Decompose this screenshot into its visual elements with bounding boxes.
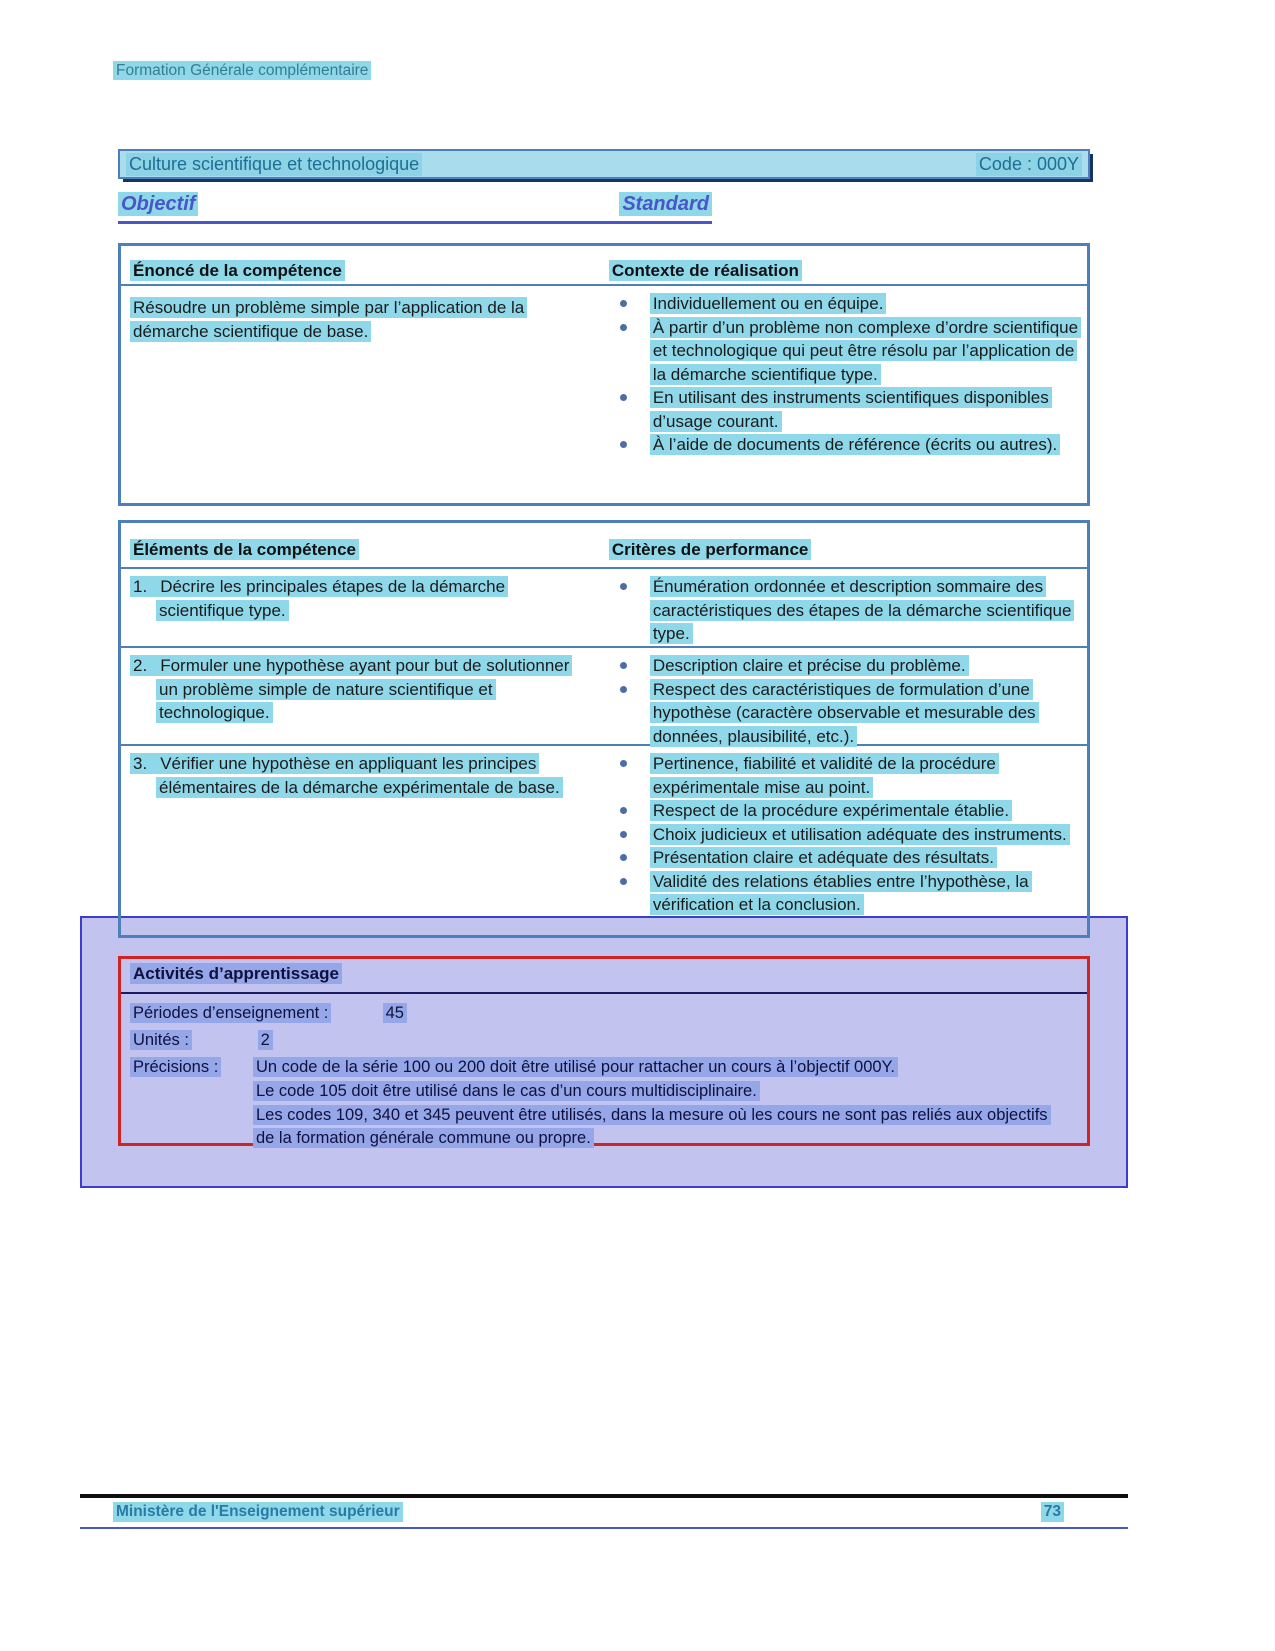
context-list-item xyxy=(609,316,1079,387)
element-number: 1. xyxy=(133,577,148,596)
units-value: 2 xyxy=(258,1030,273,1050)
objectif-heading: Objectif xyxy=(118,193,198,216)
units-label: Unités : xyxy=(130,1030,192,1050)
context-bullet-text: En utilisant des instruments scientifiques disponibles d’usage courant. xyxy=(650,386,1079,433)
criteria-text: Présentation claire et adéquate des résultats. xyxy=(650,846,1079,870)
column-header-elements: Éléments de la compétence xyxy=(130,539,359,560)
bullet-icon xyxy=(609,846,650,861)
periods-value: 45 xyxy=(383,1003,407,1023)
criteria-text: Validité des relations établies entre l’hypothèse, la vérification et la conclusion. xyxy=(650,870,1079,917)
periods-label: Périodes d’enseignement : xyxy=(130,1003,331,1023)
page-footer xyxy=(80,1500,1128,1529)
standard-heading: Standard xyxy=(619,193,712,216)
periods-row xyxy=(130,1002,1078,1025)
element-text: Formuler une hypothèse ayant pour but de solutionner un problème simple de nature scientifique et technologique. xyxy=(159,656,570,722)
element-item xyxy=(130,575,591,622)
bullet-icon xyxy=(609,678,650,693)
element-number: 2. xyxy=(133,656,148,675)
context-bullet-text: À l’aide de documents de référence (écrits ou autres). xyxy=(650,433,1079,457)
context-list-item xyxy=(609,292,1079,316)
competence-table xyxy=(118,243,1090,506)
criteria-text: Respect des caractéristiques de formulation d’une hypothèse (caractère observable et mesurable des données, plausibilité, etc.). xyxy=(650,678,1079,749)
bullet-icon xyxy=(609,575,650,590)
precisions-label: Précisions : xyxy=(130,1057,221,1077)
table-row xyxy=(121,648,1087,746)
activities-panel xyxy=(80,916,1128,1188)
column-header-criteres: Critères de performance xyxy=(609,539,812,560)
criteria-text: Énumération ordonnée et description sommaire des caractéristiques des étapes de la démarche scientifique type. xyxy=(650,575,1079,646)
ministry-label: Ministère de l'Enseignement supérieur xyxy=(113,1502,403,1522)
criteria-list-item xyxy=(609,823,1079,847)
criteria-list-item xyxy=(609,654,1079,678)
criteria-text: Pertinence, fiabilité et validité de la procédure expérimentale mise au point. xyxy=(650,752,1079,799)
criteria-list-item xyxy=(609,752,1079,799)
section-label xyxy=(113,62,371,80)
footer-divider xyxy=(80,1494,1128,1498)
table-row xyxy=(121,746,1087,935)
precisions-row xyxy=(130,1056,1078,1151)
competence-table-header xyxy=(121,246,1087,286)
elements-table-header xyxy=(121,523,1087,569)
elements-table xyxy=(118,520,1090,938)
criteria-list-item xyxy=(609,846,1079,870)
title-bar xyxy=(118,149,1090,179)
element-text: Décrire les principales étapes de la démarche scientifique type. xyxy=(159,577,506,620)
activities-title: Activités d’apprentissage xyxy=(121,959,1087,994)
criteria-list-item xyxy=(609,575,1079,646)
criteria-list-item xyxy=(609,799,1079,823)
page-number: 73 xyxy=(1041,1502,1064,1522)
element-item xyxy=(130,654,591,725)
criteria-list-item xyxy=(609,870,1079,917)
activities-box xyxy=(118,956,1090,1146)
bullet-icon xyxy=(609,870,650,885)
element-number: 3. xyxy=(133,754,148,773)
bullet-icon xyxy=(609,654,650,669)
course-code: Code : 000Y xyxy=(976,153,1082,176)
objectif-standard-header xyxy=(118,193,712,224)
competence-table-body xyxy=(121,286,1087,503)
section-label-text: Formation Générale complémentaire xyxy=(113,61,371,80)
competence-statement: Résoudre un problème simple par l’application de la démarche scientifique de base. xyxy=(130,296,591,343)
column-header-contexte: Contexte de réalisation xyxy=(609,260,802,281)
element-item xyxy=(130,752,591,799)
criteria-text: Description claire et précise du problème. xyxy=(650,654,1079,678)
course-title: Culture scientifique et technologique xyxy=(126,153,422,176)
table-row xyxy=(121,569,1087,648)
column-header-enonce: Énoncé de la compétence xyxy=(130,260,345,281)
bullet-icon xyxy=(609,752,650,767)
precisions-text: Un code de la série 100 ou 200 doit être utilisé pour rattacher un cours à l’objectif 000Y. Le code 105 doit être utilisé dans le cas d’un cours multidisciplinaire. Les codes 109, 340 et 345 peuvent être utilisés, dans la mesure où les cours ne sont pas reliés aux objectifs de la formation générale commune ou propre. xyxy=(253,1056,1065,1151)
units-row xyxy=(130,1029,1078,1052)
criteria-text: Respect de la procédure expérimentale établie. xyxy=(650,799,1079,823)
bullet-icon xyxy=(609,799,650,814)
criteria-text: Choix judicieux et utilisation adéquate des instruments. xyxy=(650,823,1079,847)
bullet-icon xyxy=(609,292,650,307)
context-bullet-text: À partir d’un problème non complexe d’ordre scientifique et technologique qui peut être résolu par l’application de la démarche scientifique type. xyxy=(650,316,1079,387)
criteria-list-item xyxy=(609,678,1079,749)
bullet-icon xyxy=(609,386,650,401)
bullet-icon xyxy=(609,316,650,331)
element-text: Vérifier une hypothèse en appliquant les principes élémentaires de la démarche expérimentale de base. xyxy=(159,754,560,797)
bullet-icon xyxy=(609,433,650,448)
context-list-item xyxy=(609,433,1079,457)
bullet-icon xyxy=(609,823,650,838)
context-list-item xyxy=(609,386,1079,433)
context-bullet-text: Individuellement ou en équipe. xyxy=(650,292,1079,316)
